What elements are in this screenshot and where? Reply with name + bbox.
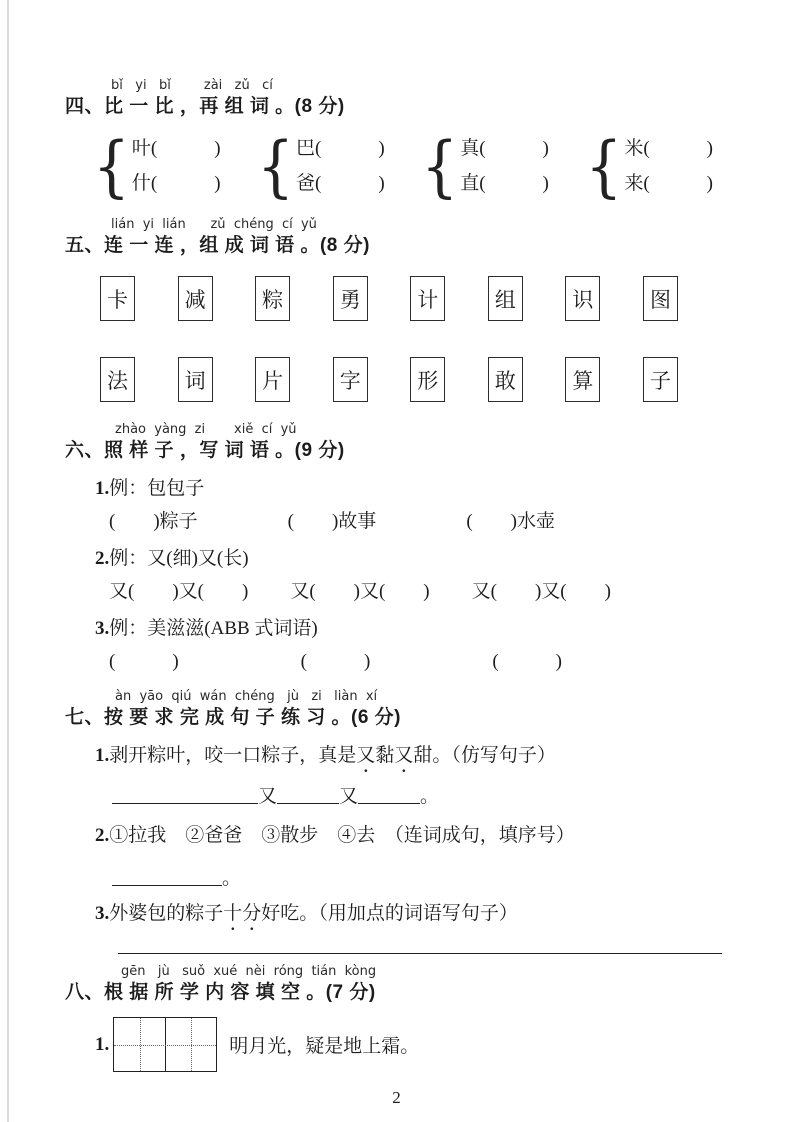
fill-blank: ( )水壶 [466, 511, 555, 532]
section-four-pinyin: bǐ yi bǐ zài zǔ cí [111, 78, 273, 93]
item-3-blanks [109, 648, 727, 675]
connector-word: 又 [339, 786, 359, 807]
writing-cell [165, 1018, 217, 1071]
char-box: 片 [255, 357, 290, 402]
char-box: 形 [410, 357, 445, 402]
answer-blank [277, 786, 339, 804]
item-number: 1. [95, 745, 110, 766]
instruction-note: （仿写句子） [451, 745, 556, 766]
fill-blank: 又( )又( ) [290, 581, 430, 602]
section-five-connect-words [65, 217, 727, 402]
section-six-pinyin: zhào yàng zi xiě cí yǔ [115, 422, 297, 437]
answer-blank [112, 868, 222, 886]
char-box: 粽 [255, 276, 290, 321]
section-four-title: 四、比 一 比 ，再 组 词 。(8 分) [65, 96, 345, 117]
item-number: 2. [95, 548, 110, 569]
fill-blank: ( )故事 [287, 511, 377, 532]
section-five-title: 五、连 一 连 ，组 成 词 语 。(8 分) [65, 235, 370, 256]
pair-top-blank: 叶( ) [131, 138, 221, 159]
answer-blank [112, 786, 258, 804]
example-text: 例：美滋滋(ABB 式词语) [109, 618, 318, 639]
sentence-item-2 [95, 822, 727, 849]
connector-word: 又 [258, 786, 278, 807]
instruction-note: （用加点的词语写句子） [318, 903, 518, 924]
pair-bottom-blank: 爸( ) [296, 173, 385, 194]
compare-pairs-row [93, 126, 713, 206]
sentence-text: ①拉我 ②爸爸 ③散步 ④去 （连词成句，填序号） [109, 825, 575, 846]
section-seven-sentence-practice [65, 689, 727, 954]
sentence-text: 好吃。 [261, 903, 319, 924]
sentence-item-2-answer-line [112, 865, 727, 892]
sentence-item-1 [95, 742, 727, 769]
emphasized-char: 又 [394, 745, 414, 766]
period: 。 [420, 786, 440, 807]
sentence-text: 剥开粽叶，咬一口粽子，真是 [109, 745, 357, 766]
word-pair-group [93, 126, 221, 206]
item-number: 3. [95, 618, 110, 639]
brace-glyph: { [257, 126, 295, 206]
sentence-item-3 [95, 900, 727, 927]
sentence-text: 黏 [375, 745, 395, 766]
item-1-example [95, 475, 727, 502]
poem-line-text: 明月光，疑是地上霜。 [229, 1036, 420, 1057]
character-box-row-bottom [100, 357, 678, 402]
char-box: 算 [565, 357, 600, 402]
section-six-pattern-words [65, 422, 727, 675]
sentence-text: 甜。 [413, 745, 452, 766]
sentence-text: 外婆包的粽子 [109, 903, 224, 924]
char-box: 组 [488, 276, 523, 321]
item-number: 2. [95, 825, 110, 846]
fill-blank: ( ) [300, 651, 371, 672]
pair-top-blank: 巴( ) [296, 138, 385, 159]
section-six-title: 六、照 样 子 ，写 词 语 。(9 分) [65, 440, 345, 461]
item-1-blanks [109, 508, 727, 535]
word-pair-group [257, 126, 385, 206]
pair-bottom-blank: 来( ) [624, 173, 713, 194]
pair-top-blank: 真( ) [460, 138, 549, 159]
fill-blank: 又( )又( ) [109, 581, 249, 602]
fill-blank: ( ) [109, 651, 179, 672]
answer-blank [358, 786, 420, 804]
section-seven-title: 七、按 要 求 完 成 句 子 练 习 。(6 分) [65, 707, 402, 728]
sentence-item-1-answer-line [112, 783, 727, 810]
pair-bottom-blank: 直( ) [460, 173, 549, 194]
scan-edge-artifact [7, 0, 9, 1122]
writing-cell [114, 1018, 165, 1071]
answer-rule-line [118, 953, 722, 954]
fill-blank: 又( )又( ) [471, 581, 611, 602]
brace-glyph: { [421, 126, 459, 206]
page-number: 2 [392, 1088, 401, 1107]
section-four-compare-words [65, 78, 727, 206]
char-box: 词 [178, 357, 213, 402]
pair-top-blank: 米( ) [624, 138, 713, 159]
period: 。 [222, 868, 242, 889]
char-box: 字 [333, 357, 368, 402]
section-eight-pinyin: gēn jù suǒ xué nèi róng tián kòng [121, 964, 377, 979]
emphasized-char: 十 [223, 903, 243, 924]
item-2-blanks [109, 578, 727, 605]
char-box: 计 [410, 276, 445, 321]
section-five-pinyin: lián yi lián zǔ chéng cí yǔ [111, 217, 317, 232]
char-box: 勇 [333, 276, 368, 321]
item-number: 3. [95, 903, 110, 924]
item-number: 1. [95, 1034, 110, 1055]
emphasized-char: 又 [356, 745, 376, 766]
example-text: 例：包包子 [109, 478, 205, 499]
example-text: 例：又(细)又(长) [109, 548, 249, 569]
brace-glyph: { [585, 126, 623, 206]
section-eight-fill-blanks [65, 964, 727, 1072]
fill-blank: ( )粽子 [109, 511, 198, 532]
char-box: 减 [178, 276, 213, 321]
character-box-row-top [100, 276, 678, 321]
brace-glyph: { [93, 126, 130, 206]
section-eight-title: 八、根 据 所 学 内 容 填 空 。(7 分) [65, 982, 376, 1003]
word-pair-group [585, 126, 713, 206]
emphasized-char: 分 [242, 903, 262, 924]
char-box: 子 [643, 357, 678, 402]
fill-item-1 [95, 1017, 727, 1072]
item-3-example [95, 615, 727, 642]
item-number: 1. [95, 478, 110, 499]
fill-blank: ( ) [492, 651, 562, 672]
pair-bottom-blank: 什( ) [131, 173, 221, 194]
char-box: 法 [100, 357, 135, 402]
character-writing-grid [113, 1017, 217, 1072]
char-box: 卡 [100, 276, 135, 321]
section-seven-pinyin: àn yāo qiú wán chéng jù zi liàn xí [115, 689, 378, 704]
char-box: 识 [565, 276, 600, 321]
item-2-example [95, 545, 727, 572]
word-pair-group [421, 126, 549, 206]
char-box: 敢 [488, 357, 523, 402]
char-box: 图 [643, 276, 678, 321]
